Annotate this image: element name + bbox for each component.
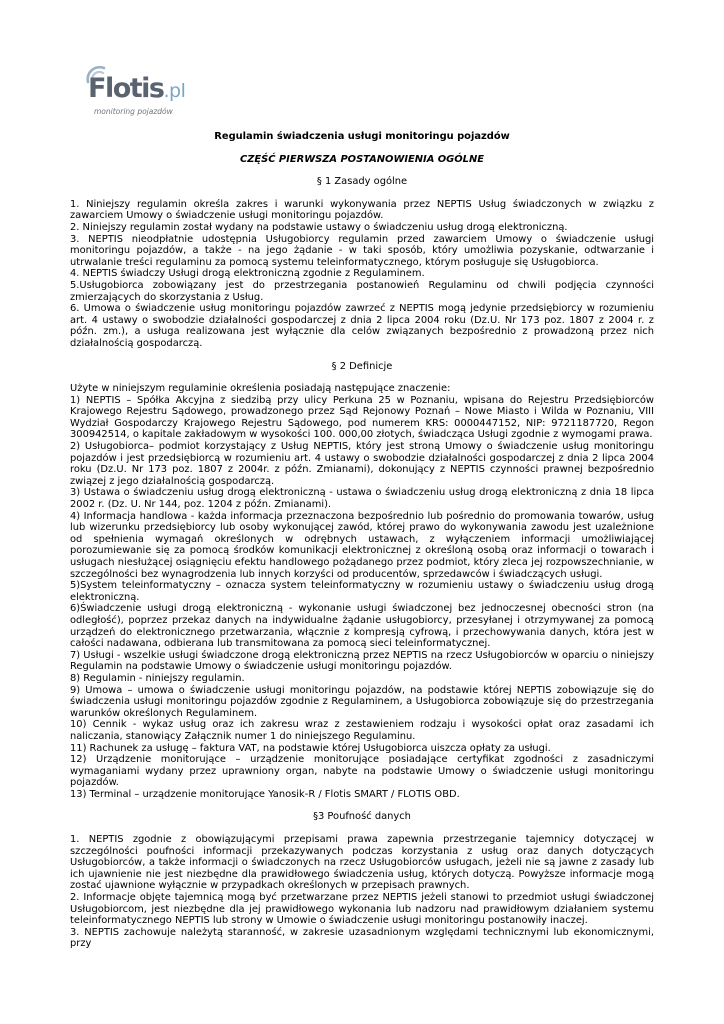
logo-wordmark [88,74,185,106]
paragraph: 12) Urządzenie monitorujące – urządzenie monitorujące posiadające certyfikat zgodności z zasadniczymi wymaganiami wydany przez uprawniony organ, nabyte na podstawie Umowy o świadczenie usługi monitoringu pojazdów. [70,754,654,789]
logo-tld: .pl [163,80,186,102]
logo-tagline: monitoring pojazdów [94,107,173,116]
paragraph: 1) NEPTIS – Spółka Akcyjna z siedzibą przy ulicy Perkuna 25 w Poznaniu, wpisana do Rejestru Przedsiębiorców Krajowego Rejestru Sądowego, prowadzonego przez Sąd Rejonowy Poznań – Nowe Miasto i Wilda w Poznaniu, VIII Wydział Gospodarczy Krajowego Rejestru Sądowego, pod numerem KRS: 0000447152, NIP: 9721187720, Regon 300942514, o kapitale zakładowym w wysokości 100. 000,00 złotych, świadcząca Usługi zgodnie z wymogami prawa. [70,394,654,441]
paragraph: 5)System teleinformatyczny – oznacza system teleinformatyczny w rozumieniu ustawy o świadczeniu usług drogą elektroniczną. [70,580,654,603]
paragraph: Użyte w niniejszym regulaminie określenia posiadają następujące znaczenie: [70,383,451,395]
paragraph: 1. Niniejszy regulamin określa zakres i warunki wykonywania przez NEPTIS Usług świadczonych w związku z zawarciem Umowy o świadczenie usługi monitoringu pojazdów. [70,198,654,222]
section-heading-1: § 1 Zasady ogólne [316,176,408,188]
document-body [70,131,654,950]
paragraph: 5.Usługobiorca zobowiązany jest do przestrzegania postanowień Regulaminu od chwili podjęcia czynności zmierzających do skorzystania z Usług. [70,279,654,303]
section-heading-2: § 2 Definicje [331,360,393,372]
logo-brand: Flotis [88,73,164,104]
paragraph: 1. NEPTIS zgodnie z obowiązującymi przepisami prawa zapewnia przestrzeganie tajemnicy dotyczącej w szczególności poufności informacji przekazywanych podczas korzystania z usług oraz danych dotyczących Usługobiorców, a także informacji o świadczonych na rzecz Usługobiorców usługach, jeżeli nie są jawne z zasady lub ich ujawnienie nie jest niezbędne dla prawidłowego świadczenia usług, których dotyczą. Powyższe informacje mogą zostać ujawnione wyłącznie w przypadkach określonych w przepisach prawnych. [70,834,654,892]
paragraph: 10) Cennik - wykaz usług oraz ich zakresu wraz z zestawieniem rodzaju i wysokości opłat oraz zasadami ich naliczania, stanowiący Załącznik numer 1 do niniejszego Regulaminu. [70,719,654,742]
part-title: CZĘŚĆ PIERWSZA POSTANOWIENIA OGÓLNE [239,153,484,165]
paragraph: 3. NEPTIS nieodpłatnie udostępnia Usługobiorcy regulamin przed zawarciem Umowy o świadczenie usługi monitoringu pojazdów, a także - na jego żądanie - w taki sposób, który umożliwia pozyskanie, odtwarzanie i utrwalanie treści regulaminu za pomocą systemu teleinformatycznego, którym posługuje się Usługobiorca. [70,233,654,268]
flotis-logo [82,62,202,122]
paragraph: 7) Usługi - wszelkie usługi świadczone drogą elektroniczną przez NEPTIS na rzecz Usługobiorców w oparciu o niniejszy Regulamin na podstawie Umowy o świadczenie usługi monitoringu pojazdów. [70,649,654,673]
paragraph: 6. Umowa o świadczenie usług monitoringu pojazdów zawrzeć z NEPTIS mogą jedynie przedsiębiorcy w rozumieniu art. 4 ustawy o swobodzie działalności gospodarczej z dnia 2 lipca 2004 roku (Dz.U. Nr 173 poz. 1807 z 2004 r. z późn. zm.), a usługa realizowana jest wyłącznie dla celów związanych bezpośrednio z prowadzoną przez nich działalnością gospodarczą. [70,303,654,349]
paragraph: 3. NEPTIS zachowuje należytą staranność, w zakresie uzasadnionym względami technicznymi lub ekonomicznymi, przy [70,926,654,950]
paragraph: 13) Terminal – urządzenie monitorujące Yanosik-R / Flotis SMART / FLOTIS OBD. [70,788,460,800]
paragraph: 4. NEPTIS świadczy Usługi drogą elektroniczną zgodnie z Regulaminem. [70,268,425,280]
paragraph: 8) Regulamin - niniejszy regulamin. [70,672,245,684]
paragraph: 11) Rachunek za usługę – faktura VAT, na podstawie której Usługobiorca uiszcza opłaty za usługi. [70,742,551,754]
paragraph: 4) Informacja handlowa - każda informacja przeznaczona bezpośrednio lub pośrednio do promowania towarów, usług lub wizerunku przedsiębiorcy lub osoby wykonującej zawód, której prawo do wykonywania zawodu jest uzależnione od spełnienia wymagań określonych w odrębnych ustawach, z wyłączeniem informacji umożliwiającej porozumiewanie się za pomocą środków komunikacji elektronicznej z określoną osobą oraz informacji o towarach i usługach niesłużącej osiągnięciu efektu handlowego pożądanego przez podmiot, który zleca jej rozpowszechnianie, w szczególności bez wynagrodzenia lub innych korzyści od producentów, sprzedawców i świadczących usługi. [70,510,654,580]
paragraph: 6)Świadczenie usługi drogą elektroniczną - wykonanie usługi świadczonej bez jednoczesnej obecności stron (na odległość), poprzez przekaz danych na indywidualne żądanie usługobiorcy, przesyłanej i otrzymywanej za pomocą urządzeń do elektronicznego przetwarzania, włącznie z kompresją cyfrową, i przechowywania danych, która jest w całości nadawana, odbierana lub transmitowana za pomocą sieci teleinformatycznej. [70,603,654,650]
section-heading-3: §3 Poufność danych [313,811,411,823]
document-title: Regulamin świadczenia usługi monitoringu pojazdów [214,131,510,142]
paragraph: 2. Informacje objęte tajemnicą mogą być przetwarzane przez NEPTIS jeżeli stanowi to przedmiot usługi świadczonej Usługobiorcom, jest niezbędne dla jej prawidłowego wykonania lub nadzoru nad prawidłowym działaniem systemu teleinformatycznego NEPTIS lub strony w Umowie o świadczenie usługi monitoringu postanowiły inaczej. [70,892,654,927]
paragraph: 3) Ustawa o świadczeniu usług drogą elektroniczną - ustawa o świadczeniu usług drogą elektroniczną z dnia 18 lipca 2002 r. (Dz. U. Nr 144, poz. 1204 z późn. Zmianami). [70,487,654,511]
paragraph: 9) Umowa – umowa o świadczenie usługi monitoringu pojazdów, na podstawie której NEPTIS zobowiązuje się do świadczenia usługi monitoringu pojazdów zgodnie z Regulaminem, a Usługobiorca zobowiązuje się do przestrzegania warunków określonych Regulaminem. [70,684,654,719]
paragraph: 2. Niniejszy regulamin został wydany na podstawie ustawy o świadczeniu usług drogą elektroniczną. [70,221,568,233]
paragraph: 2) Usługobiorca– podmiot korzystający z Usług NEPTIS, który jest stroną Umowy o świadczenie usług monitoringu pojazdów i jest przedsiębiorcą w rozumieniu art. 4 ustawy o swobodzie działalności gospodarczej z dnia 2 lipca 2004 roku (Dz.U. Nr 173 poz. 1807 z 2004r. z późn. Zmianami), dokonujący z NEPTIS czynności prawnej bezpośrednio związej z jego działalnością gospodarczą. [70,441,654,487]
